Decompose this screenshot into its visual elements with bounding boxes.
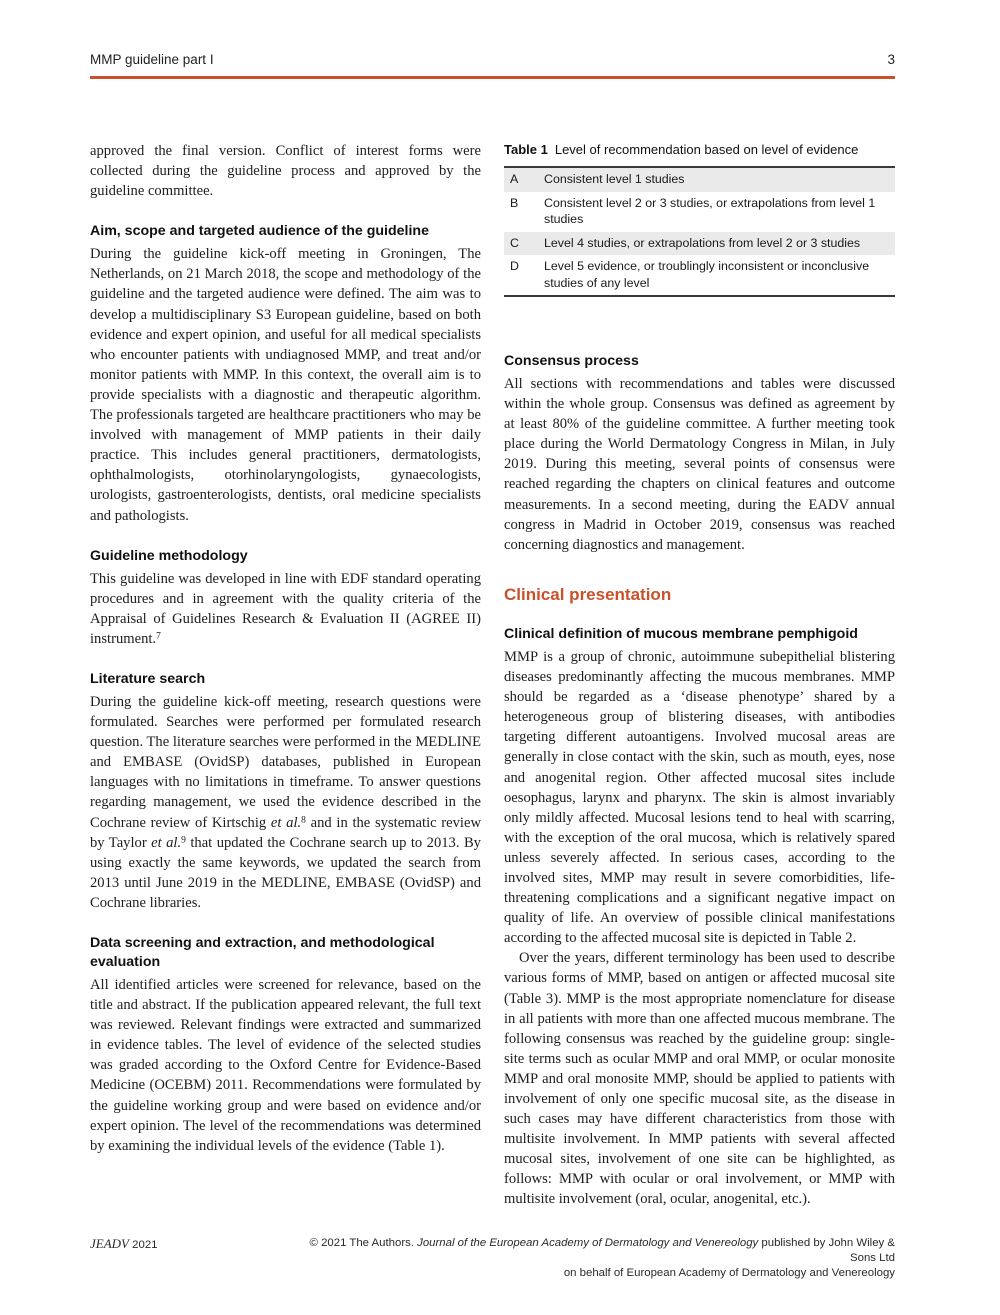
description-cell: Level 5 evidence, or troublingly inconsistent or inconclusive studies of any level <box>544 259 870 290</box>
page-footer <box>90 1236 895 1281</box>
two-column-body <box>90 141 895 1210</box>
table-row <box>504 232 895 256</box>
copyright-notice <box>285 1236 895 1281</box>
copyright-suffix: published by John Wiley & Sons Ltd <box>758 1237 895 1264</box>
description-cell: Consistent level 2 or 3 studies, or extrapolations from level 1 studies <box>544 195 876 226</box>
section-heading-literature: Literature search <box>90 670 206 687</box>
reference-8: 8 <box>301 815 306 826</box>
methodology-text: This guideline was developed in line with EDF standard operating procedures and in agreement with the quality criteria of the Appraisal of Guidelines Research & Evaluation II (AGREE II) instrument. <box>90 570 481 647</box>
right-column <box>504 141 895 1210</box>
running-head: MMP guideline part I <box>90 52 214 67</box>
description-cell: Consistent level 1 studies <box>544 172 685 186</box>
grade-cell: C <box>510 235 519 250</box>
reference-9: 9 <box>181 835 186 846</box>
literature-paragraph <box>90 692 481 913</box>
table1-caption <box>504 141 895 158</box>
left-column <box>90 141 481 1210</box>
definition-paragraph-2: Over the years, different terminology has been used to describe various forms of MMP, based on antigen or affected mucosal site (Table 3). MMP is the most appropriate nomenclature for disease in all patients with more than one affected mucous membrane. The following consensus was reached by the guideline group: single-site terms such as ocular MMP and oral MMP, or ocular monosite MMP and oral monosite MMP, should be applied to patients with involvement of only one specific mucosal site, as the disease in such cases may have different characteristics from those with multisite involvement. In MMP patients with several affected mucosal sites, involvement of one site can be highlighted, as follows: MMP with ocular or oral involvement, or MMP with multisite involvement (oral, ocular, anogenital, etc.). <box>504 950 895 1208</box>
section-heading-screening: Data screening and extraction, and methodological evaluation <box>90 935 435 970</box>
journal-abbreviation: JEADV <box>90 1236 129 1251</box>
consensus-paragraph: All sections with recommendations and tables were discussed within the whole group. Consensus was defined as agreement by at least 80% of the guideline committee. A further meeting took place during the World Dermatology Congress in Milan, in July 2019. During this meeting, several points of consensus were reached regarding the chapters on clinical features and outcome measurements. In a second meeting, during the EADV annual congress in Madrid in October 2019, consensus was reached concerning diagnostics and management. <box>504 376 895 553</box>
table1-title: Level of recommendation based on level of evidence <box>554 142 859 157</box>
copyright-prefix: © 2021 The Authors. <box>309 1237 418 1249</box>
page-number: 3 <box>887 52 895 67</box>
journal-full-name: Journal of the European Academy of Dermatology and Venereology <box>417 1237 759 1249</box>
chapter-heading-clinical-presentation: Clinical presentation <box>504 584 672 604</box>
footer-journal <box>90 1236 158 1253</box>
grade-cell: D <box>510 259 519 273</box>
grade-cell: A <box>510 172 519 186</box>
table1-label: Table 1 <box>504 142 548 157</box>
screening-paragraph: All identified articles were screened for relevance, based on the title and abstract. If the publication appeared relevant, the full text was reviewed. Relevant findings were extracted and summarized in evidence tables. The level of evidence of the selected studies was graded according to the Oxford Centre for Evidence-Based Medicine (OCEBM) 2011. Recommendations were formulated by the guideline working group and were based on evidence and/or expert opinion. The level of the recommendations was determined by examining the individual levels of the evidence (Table 1). <box>90 977 481 1154</box>
description-cell: Level 4 studies, or extrapolations from level 2 or 3 studies <box>544 235 861 250</box>
literature-text-3: that updated the Cochrane search up to 2013. By using exactly the same keywords, we updated the search from 2013 until June 2019 in the MEDLINE, EMBASE (OvidSP) and Cochrane libraries. <box>90 834 481 911</box>
section-heading-consensus: Consensus process <box>504 353 639 369</box>
table-row <box>504 255 895 296</box>
table-row <box>504 192 895 232</box>
copyright-line-1 <box>285 1236 895 1266</box>
intro-paragraph: approved the final version. Conflict of interest forms were collected during the guideline process and approved by the guideline committee. <box>90 143 481 200</box>
etal-2: et al. <box>151 834 182 851</box>
methodology-paragraph <box>90 569 481 649</box>
grade-cell: B <box>510 195 519 210</box>
literature-text-1: During the guideline kick-off meeting, research questions were formulated. Searches were performed per formulated research question. The literature searches were performed in the MEDLINE and EMBASE (OvidSP) databases, published in European languages with no limitations in timeframe. To answer questions regarding management, we used the evidence described in the Cochrane review of Kirtschig <box>90 693 481 831</box>
definition-paragraph-1: MMP is a group of chronic, autoimmune subepithelial blistering diseases predominantly affecting the mucous membranes. MMP should be regarded as a ‘disease phenotype’ shared by a heterogeneous group of blistering diseases, with antibodies targeting different autoantigens. Involved mucosal areas are generally in close contact with the skin, such as mouth, eyes, nose and anogenital region. Other affected mucosal sites include oesophagus, larynx and pharynx. The skin is almost invariably only mildly affected. Mucosal lesions tend to heal with scarring, with the exception of the oral mucosa, which is relatively spared unless severely affected. In serious cases, according to the involved sites, MMP may result in severe comorbidities, life-threatening complications and a significant negative impact on quality of life. An overview of possible clinical manifestations according to the affected mucosal site is depicted in Table 2. <box>504 648 895 947</box>
table1 <box>504 166 895 297</box>
copyright-line-2: on behalf of European Academy of Dermatology and Venereology <box>563 1267 895 1279</box>
reference-7: 7 <box>156 631 161 642</box>
etal-1: et al. <box>270 814 302 831</box>
page-header <box>90 52 895 79</box>
table-row <box>504 167 895 192</box>
section-heading-methodology: Guideline methodology <box>90 547 248 564</box>
section-heading-aim: Aim, scope and targeted audience of the guideline <box>90 223 429 240</box>
aim-paragraph: During the guideline kick-off meeting in Groningen, The Netherlands, on 21 March 2018, the scope and methodology of the guideline and the targeted audience were defined. The aim was to develop a multidisciplinary S3 European guideline, based on both evidence and expert opinion, and useful for all medical specialists who encounter patients with undiagnosed MMP, and treat and/or monitor patients with MMP. In this context, the overall aim is to provide specialists with a diagnostic and therapeutic algorithm. The professionals targeted are healthcare practitioners who may be involved with management of MMP patients in their daily practice. This includes general practitioners, dermatologists, ophthalmologists, otorhinolaryngologists, gynaecologists, urologists, gastroenterologists, dentists, oral medicine specialists and pathologists. <box>90 246 481 524</box>
journal-year: 2021 <box>132 1239 158 1251</box>
section-heading-definition: Clinical definition of mucous membrane pemphigoid <box>504 625 858 642</box>
literature-text-2: and in the systematic review by Taylor <box>90 814 482 851</box>
